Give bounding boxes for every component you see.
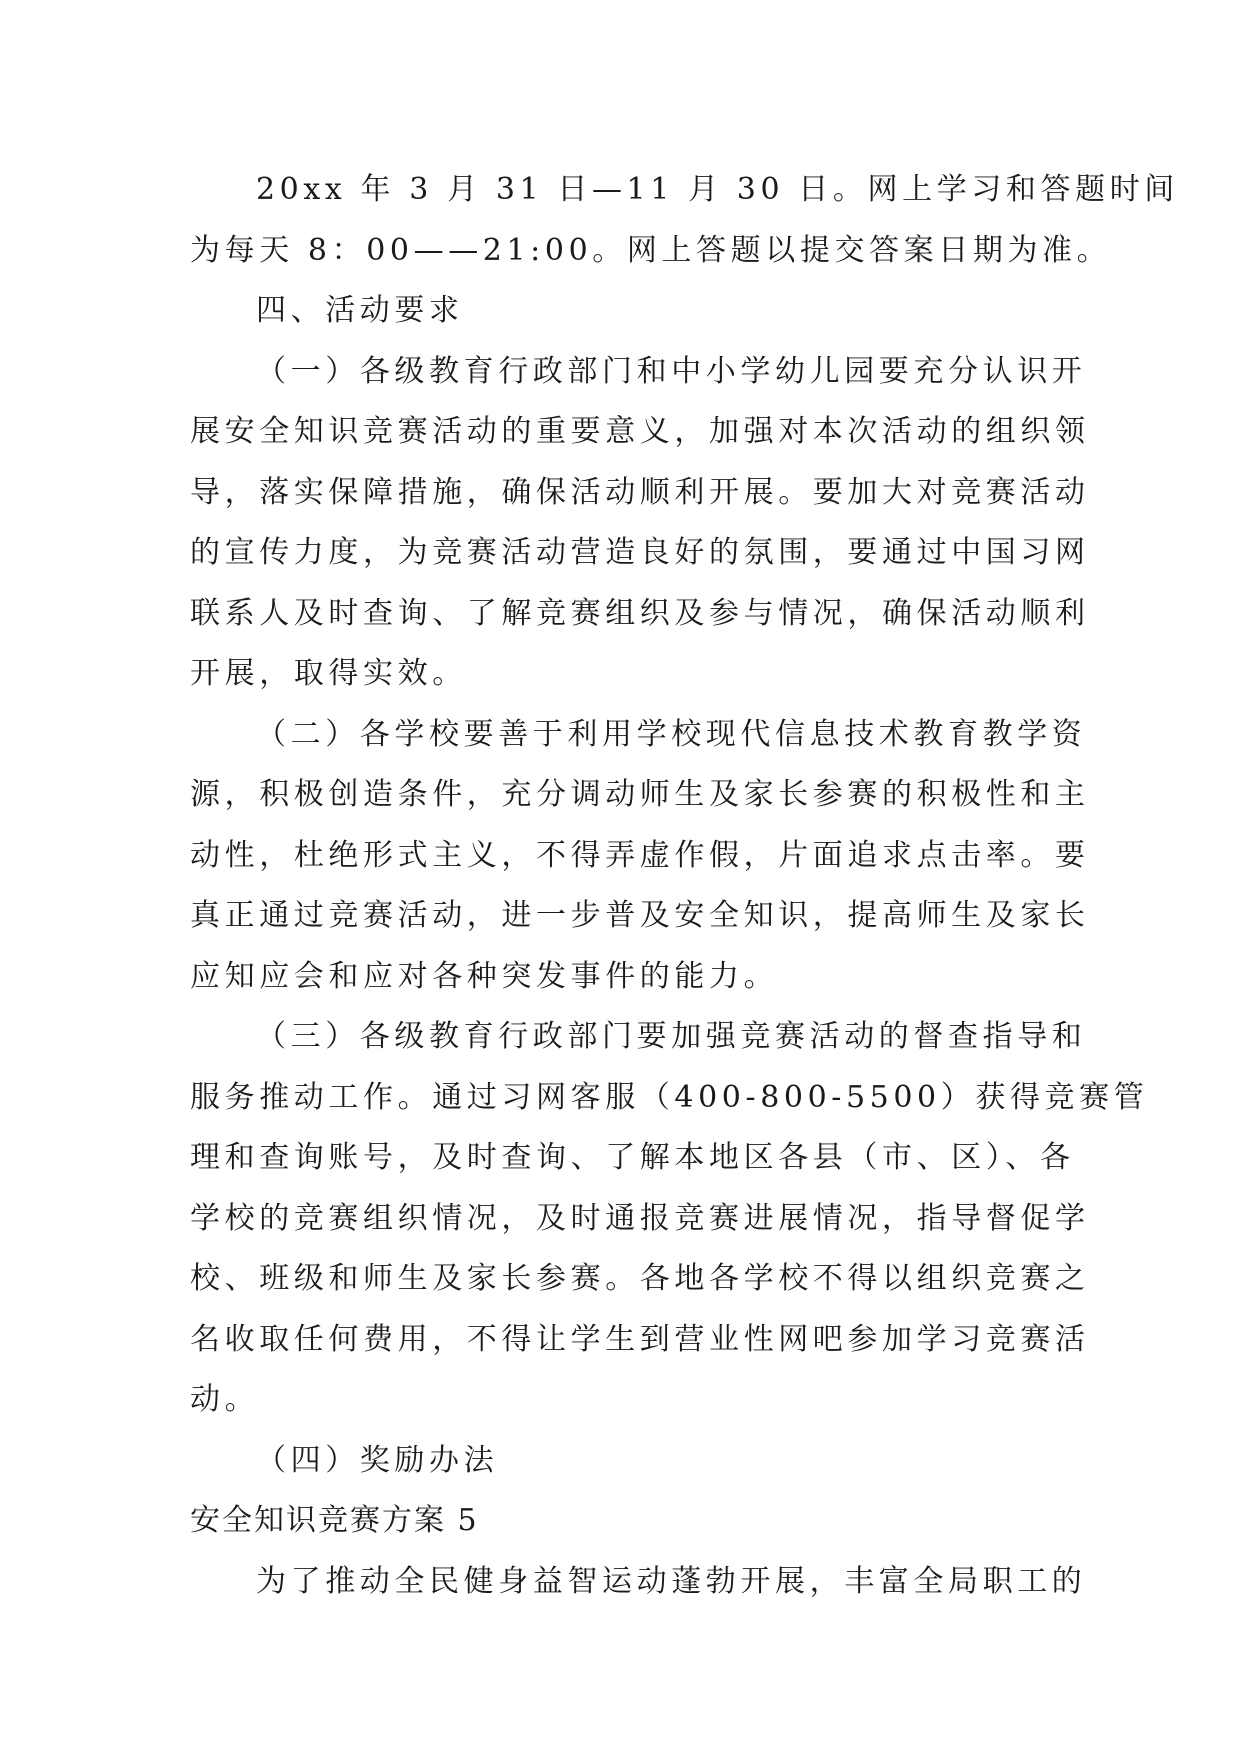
paragraph-line: 真正通过竞赛活动，进一步普及安全知识，提高师生及家长 — [190, 898, 1090, 933]
paragraph-line: 动。 — [190, 1382, 260, 1417]
paragraph-line: 源，积极创造条件，充分调动师生及家长参赛的积极性和主 — [190, 777, 1090, 812]
paragraph-line: 为每天 8：00——21:00。网上答题以提交答案日期为准。 — [190, 232, 1112, 268]
section-heading: （四）奖励办法 — [256, 1442, 499, 1478]
paragraph-line: 理和查询账号，及时查询、了解本地区各县（市、区）、各 — [190, 1140, 1075, 1175]
paragraph-line: 名收取任何费用，不得让学生到营业性网吧参加学习竞赛活 — [190, 1321, 1090, 1357]
paragraph-line: 导，落实保障措施，确保活动顺利开展。要加大对竞赛活动 — [190, 474, 1090, 510]
paragraph-line: 学校的竞赛组织情况，及时通报竞赛进展情况，指导督促学 — [190, 1200, 1090, 1236]
paragraph-line: 联系人及时查询、了解竞赛组织及参与情况，确保活动顺利 — [190, 595, 1090, 631]
document-body — [190, 160, 1179, 1612]
section-heading: 四、活动要求 — [256, 293, 464, 328]
paragraph-line: 展安全知识竞赛活动的重要意义，加强对本次活动的组织领 — [190, 414, 1090, 449]
paragraph-line: 校、班级和师生及家长参赛。各地各学校不得以组织竞赛之 — [190, 1261, 1090, 1296]
paragraph-line: 的宣传力度，为竞赛活动营造良好的氛围，要通过中国习网 — [190, 535, 1090, 570]
paragraph-line: （一）各级教育行政部门和中小学幼儿园要充分认识开 — [256, 353, 1087, 389]
paragraph-line: 为了推动全民健身益智运动蓬勃开展，丰富全局职工的 — [256, 1563, 1087, 1599]
paragraph-line: （二）各学校要善于利用学校现代信息技术教育教学资 — [256, 716, 1087, 752]
paragraph-line: 服务推动工作。通过习网客服（400-800-5500）获得竞赛管 — [190, 1079, 1149, 1115]
paragraph-line: 动性，杜绝形式主义，不得弄虚作假，片面追求点击率。要 — [190, 837, 1090, 873]
paragraph-line: 20xx 年 3 月 31 日—11 月 30 日。网上学习和答题时间 — [256, 172, 1179, 207]
paragraph-line: 应知应会和应对各种突发事件的能力。 — [190, 958, 779, 994]
paragraph-line: （三）各级教育行政部门要加强竞赛活动的督查指导和 — [256, 1019, 1087, 1054]
paragraph-line: 开展，取得实效。 — [190, 656, 467, 691]
document-title: 安全知识竞赛方案 5 — [190, 1503, 479, 1538]
